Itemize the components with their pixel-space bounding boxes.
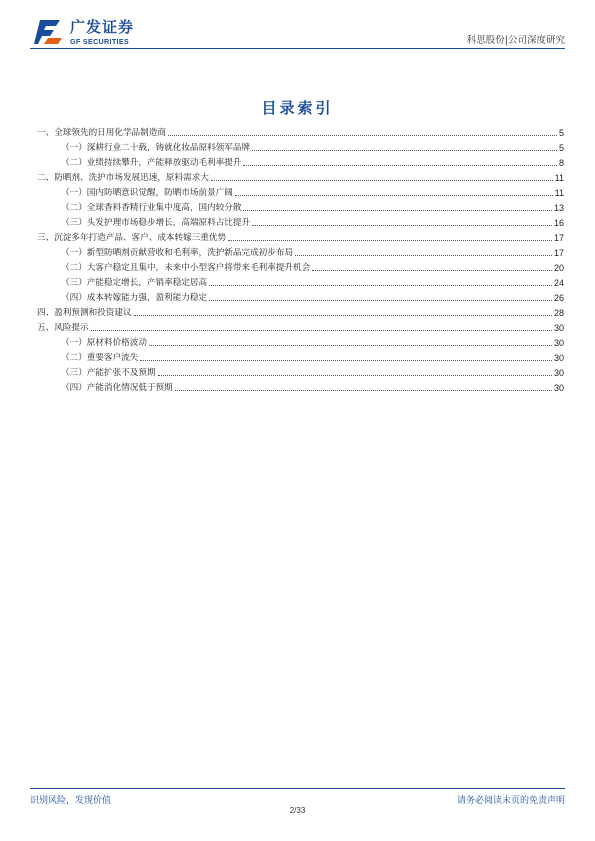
logo-chinese-name: 广发证券 [70, 18, 135, 36]
toc-entry-page: 30 [553, 338, 564, 348]
toc-entry-label: （二）重要客户流失 [61, 353, 139, 363]
toc-leader-dots [243, 210, 552, 211]
toc-leader-dots [295, 255, 552, 256]
toc-entry-label: （四）产能消化情况低于预期 [61, 383, 173, 393]
toc-entry-label: （三）产能稳定增长，产销率稳定居高 [61, 278, 208, 288]
toc-leader-dots [134, 315, 552, 316]
toc-entry-page: 5 [558, 143, 564, 153]
company-logo [34, 16, 174, 48]
toc-entry-label: 二、防晒剂、洗护市场发展迅速，原料需求大 [37, 173, 209, 183]
toc-entry-label: （二）全球香料香精行业集中度高，国内较分散 [61, 203, 242, 213]
toc-entry-label: 四、盈利预测和投资建议 [37, 308, 132, 318]
toc-entry-page: 16 [553, 218, 564, 228]
toc-entry[interactable] [37, 229, 564, 244]
toc-entry-page: 20 [553, 263, 564, 273]
toc-leader-dots [209, 300, 552, 301]
toc-title: 目录索引 [261, 99, 334, 117]
toc-entry-page: 30 [553, 368, 564, 378]
toc-entry-label: （三）头发护理市场稳步增长，高端原料占比提升 [61, 218, 251, 228]
toc-entry-page: 30 [553, 383, 564, 393]
toc-leader-dots [252, 150, 557, 151]
toc-entry[interactable] [37, 244, 564, 259]
toc-entry-page: 8 [558, 158, 564, 168]
page-number: 2/33 [289, 806, 306, 815]
toc-entry[interactable] [37, 184, 564, 199]
toc-leader-dots [91, 330, 552, 331]
toc-entry-page: 17 [553, 233, 564, 243]
toc-leader-dots [168, 135, 557, 136]
toc-entry-label: （一）国内防晒意识觉醒，防晒市场前景广阔 [61, 188, 233, 198]
toc-entry-page: 5 [558, 128, 564, 138]
toc-entry[interactable] [37, 139, 564, 154]
footer-disclaimer-note: 请务必阅读末页的免责声明 [456, 796, 565, 806]
toc-entry-page: 11 [554, 188, 564, 198]
toc-entry-page: 28 [553, 308, 564, 318]
toc-entry-page: 24 [553, 278, 564, 288]
toc-entry-page: 13 [553, 203, 564, 213]
toc-entry[interactable] [37, 289, 564, 304]
gf-logo-icon [34, 16, 66, 48]
toc-entry[interactable] [37, 364, 564, 379]
toc-entry[interactable] [37, 154, 564, 169]
toc-entry-page: 17 [553, 248, 564, 258]
footer-divider [30, 788, 565, 789]
toc-entry-label: 五、风险提示 [37, 323, 89, 333]
toc-leader-dots [211, 180, 553, 181]
toc-entry-label: 一、全球领先的日用化学品制造商 [37, 128, 166, 138]
toc-entry-label: （一）原材料价格波动 [61, 338, 147, 348]
header-divider [30, 48, 565, 49]
page-header [30, 12, 565, 48]
toc-entry-page: 30 [553, 353, 564, 363]
logo-english-name: GF SECURITIES [70, 37, 130, 46]
toc-entry-label: （一）新型防晒剂贡献营收和毛利率，洗护新品完成初步布局 [61, 248, 294, 258]
toc-entry-label: （二）大客户稳定且集中，未来中小型客户将带来毛利率提升机会 [61, 263, 311, 273]
toc-entry-label: 三、沉淀多年打造产品、客户、成本转嫁三重优势 [37, 233, 227, 243]
toc-entry-label: （二）业绩持续攀升，产能释放驱动毛利率提升 [61, 158, 242, 168]
toc-entry-label: （四）成本转嫁能力强，盈利能力稳定 [61, 293, 208, 303]
toc-entry-page: 11 [554, 173, 564, 183]
toc-entry-label: （一）深耕行业二十载，铸就化妆品原料领军品牌 [61, 143, 251, 153]
toc-leader-dots [228, 240, 552, 241]
toc-leader-dots [209, 285, 552, 286]
toc-entry[interactable] [37, 379, 564, 394]
toc-entry-label: （三）产能扩张不及预期 [61, 368, 156, 378]
report-title-header: 科思股份|公司深度研究 [466, 35, 565, 46]
toc-leader-dots [149, 345, 552, 346]
toc-entry-page: 30 [553, 323, 564, 333]
toc-entry[interactable] [37, 319, 564, 334]
toc-entry[interactable] [37, 199, 564, 214]
footer-slogan: 识别风险，发现价值 [30, 796, 112, 806]
toc-entry[interactable] [37, 214, 564, 229]
toc-entry[interactable] [37, 259, 564, 274]
toc-entry[interactable] [37, 304, 564, 319]
toc-leader-dots [252, 225, 552, 226]
toc-entry-page: 26 [553, 293, 564, 303]
toc-leader-dots [243, 165, 557, 166]
toc-entry[interactable] [37, 124, 564, 139]
toc-leader-dots [140, 360, 552, 361]
toc-leader-dots [312, 270, 552, 271]
toc-leader-dots [235, 195, 553, 196]
table-of-contents [37, 124, 564, 394]
toc-entry[interactable] [37, 349, 564, 364]
toc-entry[interactable] [37, 274, 564, 289]
toc-leader-dots [175, 390, 552, 391]
toc-entry[interactable] [37, 169, 564, 184]
toc-entry[interactable] [37, 334, 564, 349]
toc-leader-dots [158, 375, 552, 376]
